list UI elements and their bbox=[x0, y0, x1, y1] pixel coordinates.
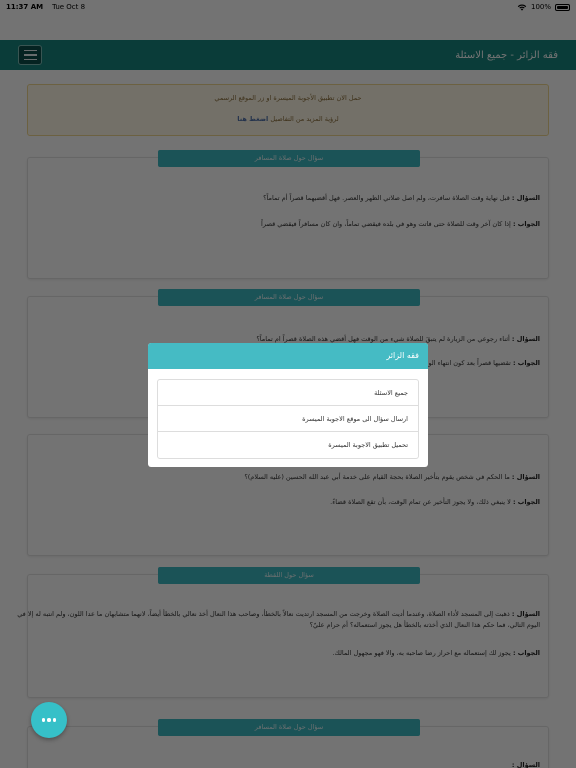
modal-title: فقه الزائر bbox=[148, 343, 428, 369]
menu-item-all-questions[interactable]: جميع الاسئلة bbox=[158, 380, 418, 406]
more-dots-icon bbox=[42, 718, 46, 722]
menu-item-send-question[interactable]: ارسال سؤال الى موقع الاجوبة الميسرة bbox=[158, 406, 418, 432]
status-bar bbox=[0, 0, 576, 14]
wifi-icon bbox=[517, 4, 527, 11]
battery-icon bbox=[555, 4, 570, 11]
status-time: 11:37 AM bbox=[6, 3, 44, 11]
modal-menu-list bbox=[157, 379, 419, 459]
menu-modal bbox=[148, 343, 428, 467]
status-date: Tue Oct 8 bbox=[52, 3, 86, 11]
more-options-button[interactable] bbox=[31, 702, 67, 738]
battery-percent: 100% bbox=[530, 3, 551, 11]
menu-item-download-app[interactable]: تحميل تطبيق الاجوبة الميسرة bbox=[328, 441, 408, 449]
